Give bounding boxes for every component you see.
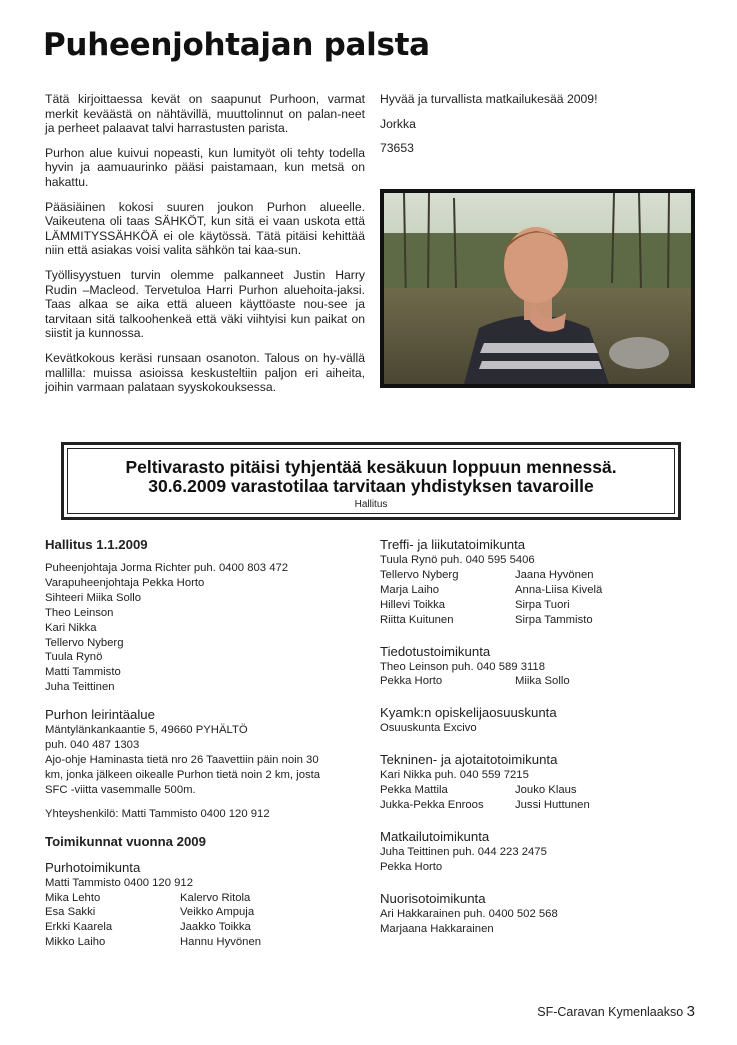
member-name: Riitta Kuitunen [380,613,454,626]
committee-lead: Tuula Rynö puh. 040 595 5406 [380,554,535,566]
member-name: Erkki Kaarela [45,921,113,934]
member-name: Hillevi Toikka [380,598,446,611]
member-pair [380,674,700,689]
chairman-column [45,92,365,405]
notice-signature: Hallitus [354,499,388,510]
member-name: Mika Lehto [45,891,101,904]
portrait-image [384,193,691,384]
matkailu-committee [380,829,700,875]
committee-lead: Theo Leinson puh. 040 589 3118 [380,660,545,673]
list-item: Ajo-ohje Haminasta tietä nro 26 Taavettiin päin noin 30 [45,753,319,766]
list-item: Varapuheenjohtaja Pekka Horto [45,576,205,589]
signature: Jorkka [380,116,416,131]
committee-heading: Treffi- ja liikutatoimikunta [380,537,526,552]
member-name: Jussi Huttunen [515,799,590,812]
member-pair [380,568,700,583]
paragraph: Pääsiäinen kokosi suuren joukon Purhon alueelle. Vaikeutena oli taas SÄHKÖT, kun sitä ei vaan uskota että LÄMMITYSSÄHKÖÄ ei ole käytössä. Tätä pitäisi kehittää niin että asiakas voisi valita sähkön tai kaa-sun. [45,199,365,258]
committees-heading: Toimikunnat vuonna 2009 [45,833,206,849]
paragraph: Kevätkokous keräsi runsaan osanoton. Talous on hy-vällä mallilla: muissa asioissa keskusteltiin paljon eri aiheita, joihin varmaan palataan syyskokouksessa. [45,350,365,395]
storage-notice [61,442,681,520]
member-number: 73653 [380,141,414,156]
member-name: Miika Sollo [515,675,570,688]
member-name: Pekka Horto [380,675,443,688]
list-item: Theo Leinson [45,606,114,619]
list-item: Juha Teittinen [45,681,115,694]
list-item: Tellervo Nyberg [45,636,124,649]
board-list [45,561,375,695]
member-name: Anna-Liisa Kivelä [515,583,603,596]
member-name: Veikko Ampuja [180,906,255,919]
notice-line: Peltivarasto pitäisi tyhjentää kesäkuun loppuun mennessä. [125,457,617,477]
committee-heading: Matkailutoimikunta [380,828,490,844]
list-item: Kari Nikka [45,621,97,634]
member-pair [380,598,700,613]
board-and-committees-left [45,537,375,950]
member-pair [45,891,375,906]
chairman-photo [380,189,695,388]
list-item: puh. 040 487 1303 [45,739,140,752]
committee-lead: Kari Nikka puh. 040 559 7215 [380,769,529,782]
greeting: Hyvää ja turvallista matkailukesää 2009! [380,92,598,106]
campsite-heading: Purhon leirintäalue [45,707,155,723]
committee-lead: Osuuskunta Excivo [380,722,477,735]
committee-heading: Kyamk:n opiskelijaosuuskunta [380,705,557,721]
list-item: Pekka Horto [380,860,443,873]
member-name: Jouko Klaus [515,784,577,797]
closing-column [380,92,700,166]
member-name: Sirpa Tammisto [515,613,593,626]
committee-heading: Nuorisotoimikunta [380,890,486,906]
member-name: Tellervo Nyberg [380,568,459,581]
campsite-block [45,707,375,821]
list-item: Matti Tammisto [45,666,121,679]
tekninen-committee [380,752,700,813]
member-name: Marja Laiho [380,583,440,596]
tiedotus-committee [380,644,700,690]
list-item: Sihteeri Miika Sollo [45,591,142,604]
paragraph: Tätä kirjoittaessa kevät on saapunut Purhoon, varmat merkit keväästä on nähtävillä, muuttolinnut on palan-neet ja perheet palaavat talvi harrastusten parista. [45,92,365,136]
member-name: Pekka Mattila [380,784,448,797]
list-item: SFC -viitta vasemmalle 500m. [45,783,196,796]
member-name: Jaakko Toikka [180,921,251,934]
nuoriso-committee [380,891,700,937]
member-name: Mikko Laiho [45,936,106,949]
board-heading: Hallitus 1.1.2009 [45,537,148,552]
kyamk-committee [380,705,700,736]
member-pair [45,935,375,950]
notice-inner-border [67,448,675,514]
list-item: Tuula Rynö [45,651,103,664]
treffi-committee [380,537,700,628]
member-pair [380,798,700,813]
campsite-contact: Yhteyshenkilö: Matti Tammisto 0400 120 912 [45,807,270,820]
member-name: Kalervo Ritola [180,891,251,904]
committee-lead: Matti Tammisto 0400 120 912 [45,876,193,889]
member-name: Sirpa Tuori [515,598,570,611]
member-pair [45,920,375,935]
member-pair [380,583,700,598]
page-footer [537,1003,695,1020]
member-pair [45,905,375,920]
purho-committee [45,860,375,951]
member-name: Jukka-Pekka Enroos [380,799,484,812]
page-title: Puheenjohtajan palsta [43,27,430,63]
committees-right [380,537,700,949]
paragraph: Työllisyystuen turvin olemme palkanneet Justin Harry Rudin –Macleod. Tervetuloa Harri Purhon aluehoita-jaksi. Taas alkaa se aika että alueen käyttöaste nou-see ja tarvitaan sitä talkoohenkeä että väki viihtyisi kun paikat on siistit ja kunnossa. [45,267,365,341]
member-pair [380,783,700,798]
member-name: Esa Sakki [45,906,96,919]
list-item: km, jonka jälkeen oikealle Purhon tietä noin 2 km, josta [45,768,321,781]
member-name: Jaana Hyvönen [515,568,594,581]
list-item: Juha Teittinen puh. 044 223 2475 [380,845,547,858]
list-item: Puheenjohtaja Jorma Richter puh. 0400 803 472 [45,562,289,574]
list-item: Mäntylänkankaantie 5, 49660 PYHÄLTÖ [45,724,248,737]
member-name: Hannu Hyvönen [180,936,262,949]
committee-heading: Tiedotustoimikunta [380,643,491,659]
committee-heading: Purhotoimikunta [45,859,141,875]
list-item: Marjaana Hakkarainen [380,922,494,935]
list-item: Ari Hakkarainen puh. 0400 502 568 [380,907,558,920]
page-number: 3 [686,1003,695,1020]
committee-heading: Tekninen- ja ajotaitotoimikunta [380,752,558,768]
notice-line: 30.6.2009 varastotilaa tarvitaan yhdistyksen tavaroille [148,476,594,496]
publication-name: SF-Caravan Kymenlaakso [537,1005,684,1019]
paragraph: Purhon alue kuivui nopeasti, kun lumityöt oli tehty todella hyvin ja aamuaurinko pääsi paistamaan, kun metsä on hakattu. [45,145,365,189]
member-pair [380,613,700,628]
